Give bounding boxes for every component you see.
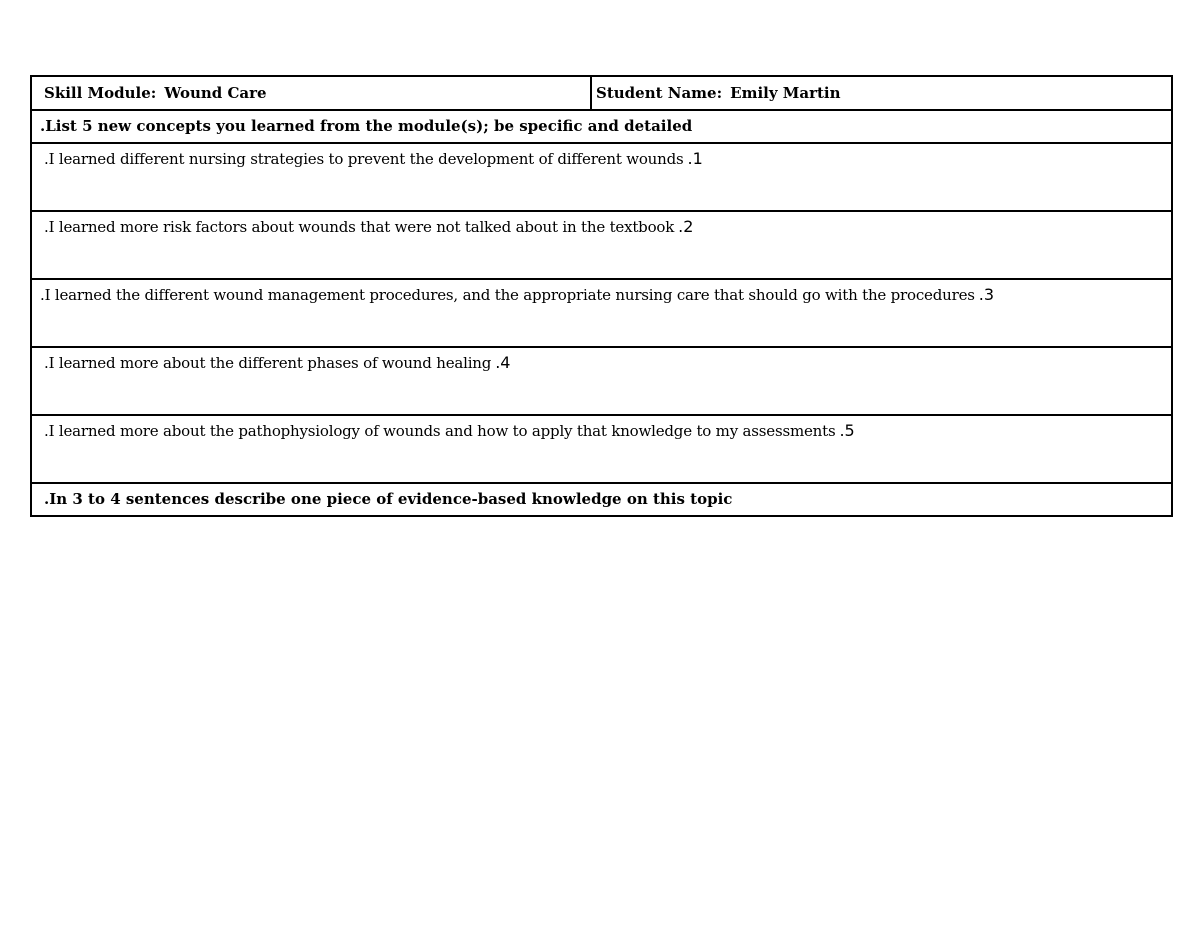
- concept-row: [31, 347, 1172, 415]
- student-name-cell: [591, 76, 1172, 110]
- concept-row: [31, 211, 1172, 279]
- concepts-prompt-text: List 5 new concepts you learned from the module(s); be specific and detailed: [45, 117, 693, 135]
- prompt-dot: .: [40, 117, 46, 135]
- concept-number: .2: [678, 217, 694, 236]
- concept-text: .I learned more about the different phases of wound healing: [44, 354, 492, 372]
- concepts-prompt: [31, 110, 1172, 143]
- concept-text: .I learned more about the pathophysiology of wounds and how to apply that knowledge to my assessments: [44, 422, 836, 440]
- concept-number: .1: [687, 149, 703, 168]
- prompt-row-evidence: [31, 483, 1172, 516]
- skill-module-cell: [31, 76, 591, 110]
- concept-item-2: [31, 211, 1172, 279]
- student-name-value: Emily Martin: [730, 84, 841, 102]
- concept-text: .I learned more risk factors about wounds that were not talked about in the textbook: [44, 218, 675, 236]
- evidence-prompt: [31, 483, 1172, 516]
- concept-item-3: [31, 279, 1172, 347]
- concept-text: .I learned different nursing strategies to prevent the development of different wounds: [44, 150, 684, 168]
- prompt-row-concepts: [31, 110, 1172, 143]
- concept-number: .3: [978, 285, 995, 304]
- header-row: [31, 76, 1172, 110]
- concept-row: [31, 279, 1172, 347]
- concept-number: .5: [839, 421, 855, 440]
- concept-item-4: [31, 347, 1172, 415]
- concept-item-5: [31, 415, 1172, 483]
- concept-number: .4: [495, 353, 511, 372]
- concept-row: [31, 415, 1172, 483]
- concept-row: [31, 143, 1172, 211]
- prompt-dot: .: [44, 490, 50, 508]
- concept-item-1: [31, 143, 1172, 211]
- skill-module-value: Wound Care: [164, 84, 267, 102]
- skill-module-label: Skill Module:: [44, 84, 157, 102]
- student-name-label: Student Name:: [596, 84, 723, 102]
- skill-module-form-table: [30, 75, 1173, 517]
- concept-text: .I learned the different wound management procedures, and the appropriate nursing care that should go with the procedures: [40, 286, 975, 304]
- evidence-prompt-text: In 3 to 4 sentences describe one piece of evidence-based knowledge on this topic: [49, 490, 733, 508]
